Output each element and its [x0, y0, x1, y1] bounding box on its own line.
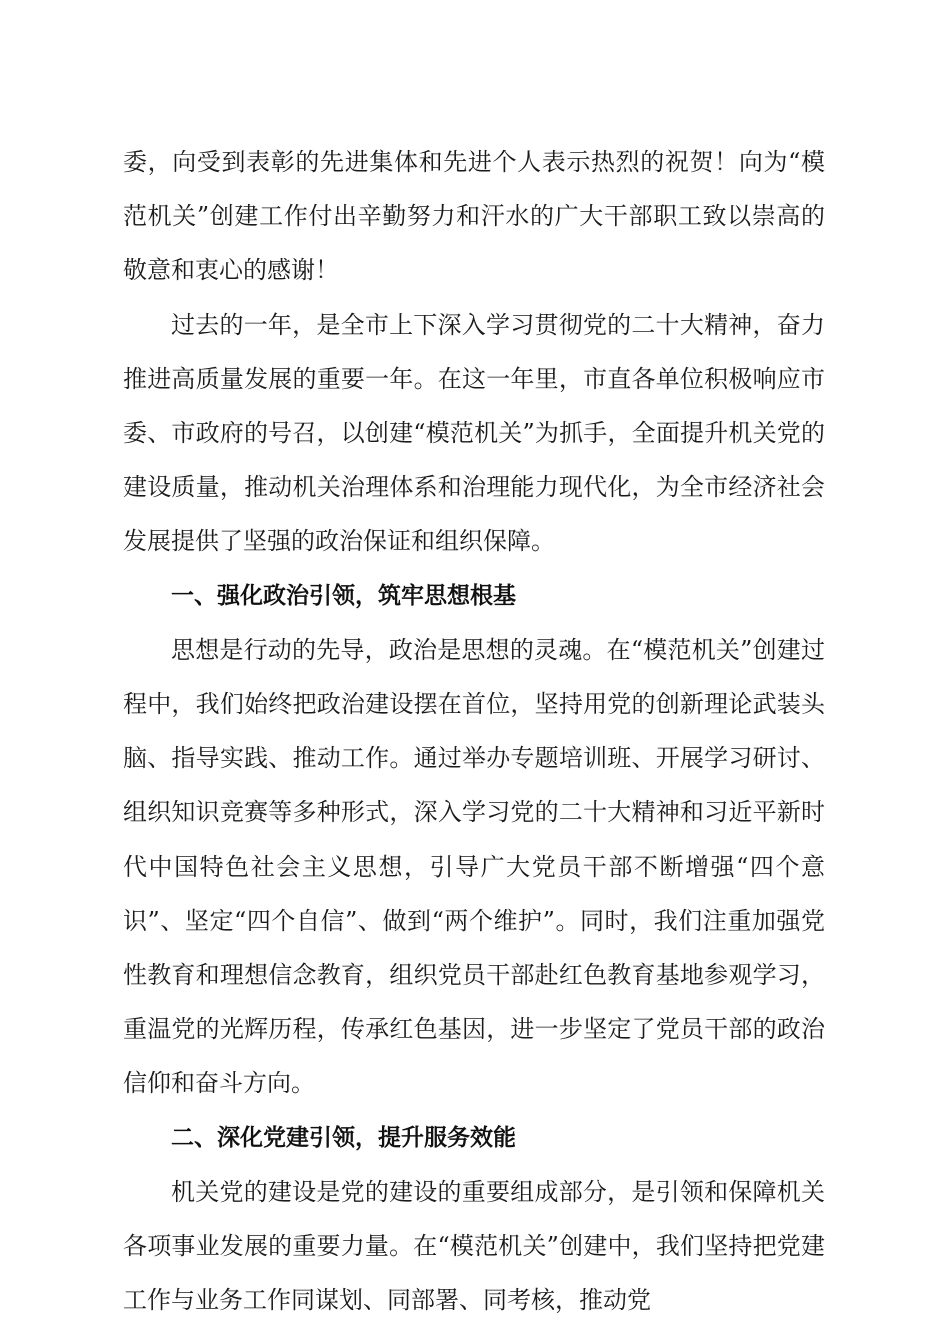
- paragraph-party-building: 机关党的建设是党的建设的重要组成部分，是引领和保障机关各项事业发展的重要力量。在“模范机关”创建中，我们坚持把党建工作与业务工作同谋划、同部署、同考核，推动党: [123, 1177, 825, 1315]
- paragraph-past-year-summary: 过去的一年，是全市上下深入学习贯彻党的二十大精神，奋力推进高质量发展的重要一年。在这一年里，市直各单位积极响应市委、市政府的号召，以创建“模范机关”为抓手，全面提升机关党的建设质量，推动机关治理体系和治理能力现代化，为全市经济社会发展提供了坚强的政治保证和组织保障。: [123, 310, 825, 556]
- document-body: [123, 135, 825, 1327]
- paragraph-continued: 委，向受到表彰的先进集体和先进个人表示热烈的祝贺！向为“模范机关”创建工作付出辛勤努力和汗水的广大干部职工致以崇高的敬意和衷心的感谢！: [123, 148, 825, 285]
- section-heading-party-building: 二、深化党建引领，提升服务效能: [171, 1124, 516, 1151]
- paragraph-political-guidance: 思想是行动的先导，政治是思想的灵魂。在“模范机关”创建过程中，我们始终把政治建设摆在首位，坚持用党的创新理论武装头脑、指导实践、推动工作。通过举办专题培训班、开展学习研讨、组织知识竞赛等多种形式，深入学习党的二十大精神和习近平新时代中国特色社会主义思想，引导广大党员干部不断增强“四个意识”、坚定“四个自信”、做到“两个维护”。同时，我们注重加强党性教育和理想信念教育，组织党员干部赴红色教育基地参观学习，重温党的光辉历程，传承红色基因，进一步坚定了党员干部的政治信仰和奋斗方向。: [123, 635, 825, 1098]
- section-heading-political-guidance: 一、强化政治引领，筑牢思想根基: [171, 582, 516, 609]
